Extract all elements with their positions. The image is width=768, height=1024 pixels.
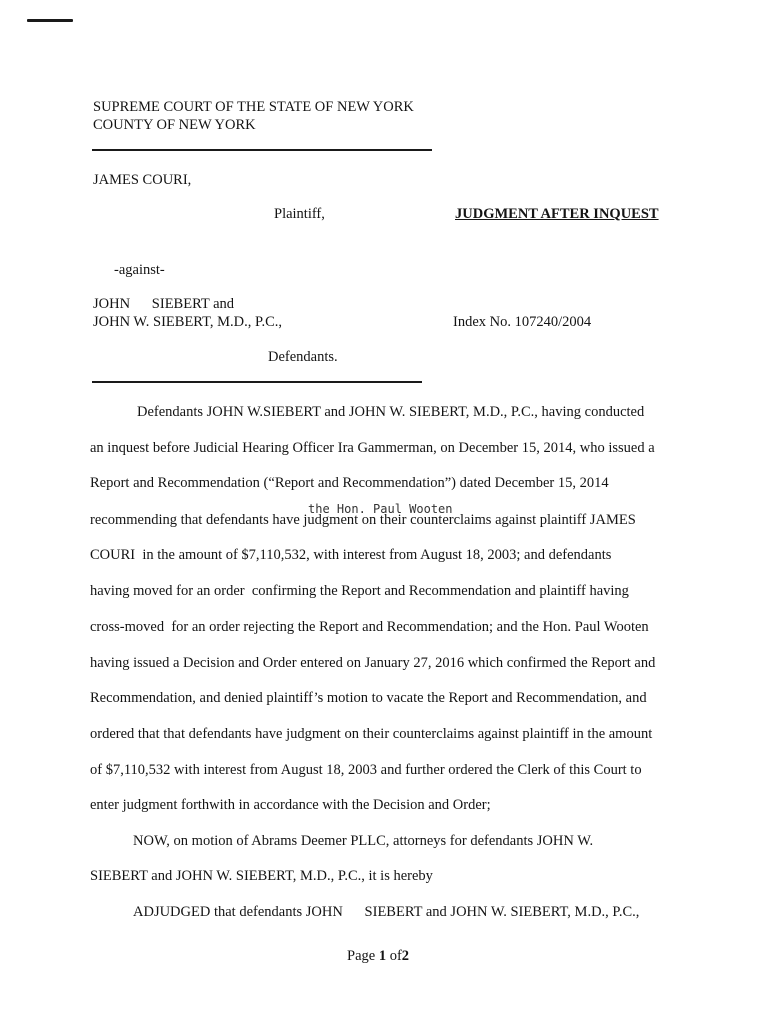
page-label: Page [347,948,376,964]
page-number [347,948,409,965]
body-line: ordered that that defendants have judgment on their counterclaims against plaintiff in the amount [90,726,653,742]
plaintiff-name: JAMES COURI, [93,172,192,188]
body-line: recommending that defendants have judgment on their counterclaims against plaintiff JAMES [90,512,636,528]
body-line: having issued a Decision and Order entered on January 27, 2016 which confirmed the Report and [90,655,656,671]
court-county: COUNTY OF NEW YORK [93,117,256,133]
body-line: Report and Recommendation (“Report and Recommendation”) dated December 15, 2014 [90,475,609,491]
body-line: ADJUDGED that defendants JOHN SIEBERT and JOHN W. SIEBERT, M.D., P.C., [133,904,640,920]
body-line: enter judgment forthwith in accordance with the Decision and Order; [90,797,491,813]
court-name: SUPREME COURT OF THE STATE OF NEW YORK [93,99,414,115]
caption-bottom-rule [92,381,422,383]
body-line: SIEBERT and JOHN W. SIEBERT, M.D., P.C., it is hereby [90,868,433,884]
against-label: -against- [114,262,165,278]
page-current: 1 [378,948,387,964]
body-line: having moved for an order confirming the Report and Recommendation and plaintiff having [90,583,629,599]
body-line: NOW, on motion of Abrams Deemer PLLC, attorneys for defendants JOHN W. [133,833,594,849]
body-line: of $7,110,532 with interest from August 18, 2003 and further ordered the Clerk of this Court to [90,762,642,778]
page-of: of [389,948,402,964]
defendant-role: Defendants. [268,349,338,365]
caption-top-rule [92,149,432,151]
interlinear-annotation: the Hon. Paul Wooten [308,502,453,516]
document-title: JUDGMENT AFTER INQUEST [455,206,659,222]
index-number: Index No. 107240/2004 [453,314,592,330]
page-total: 2 [401,948,410,964]
body-line: COURI in the amount of $7,110,532, with interest from August 18, 2003; and defendants [90,547,612,563]
scan-artifact-mark [27,19,73,22]
defendant-line-1: JOHN SIEBERT and [93,296,235,312]
body-line: Defendants JOHN W.SIEBERT and JOHN W. SIEBERT, M.D., P.C., having conducted [137,404,645,420]
plaintiff-role: Plaintiff, [274,206,325,222]
body-line: Recommendation, and denied plaintiff’s motion to vacate the Report and Recommendation, and [90,690,647,706]
defendant-line-2: JOHN W. SIEBERT, M.D., P.C., [93,314,283,330]
body-line: an inquest before Judicial Hearing Officer Ira Gammerman, on December 15, 2014, who issued a [90,440,655,456]
body-line: cross-moved for an order rejecting the Report and Recommendation; and the Hon. Paul Wooten [90,619,649,635]
